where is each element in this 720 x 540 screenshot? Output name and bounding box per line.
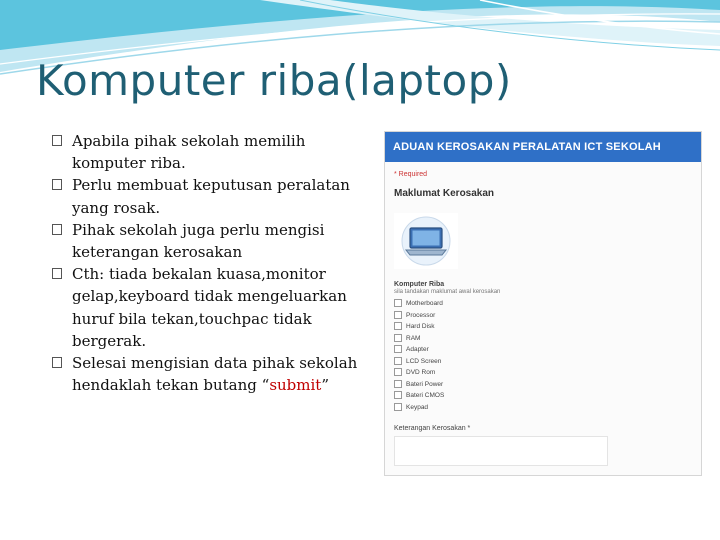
bullet-text: Cth: tiada bekalan kuasa,monitor gelap,keyboard tidak mengeluarkan huruf bila tekan,touchpac tidak bergerak. bbox=[72, 265, 347, 350]
bullet-text: Pihak sekolah juga perlu mengisi keterangan kerosakan bbox=[72, 220, 325, 262]
field-help: sila tandakan maklumat awal kerosakan bbox=[394, 289, 501, 295]
bullet-item bbox=[52, 174, 370, 218]
bullet-text-end: ” bbox=[321, 376, 329, 395]
bullet-item bbox=[52, 263, 370, 352]
checkbox-label: Bateri Power bbox=[406, 380, 444, 388]
textarea-label: Keterangan Kerosakan * bbox=[394, 425, 471, 432]
submit-keyword: submit bbox=[269, 376, 322, 395]
bullet-text: Apabila pihak sekolah memilih komputer riba. bbox=[72, 132, 306, 173]
checkbox-option[interactable] bbox=[394, 333, 692, 345]
checkbox-option[interactable] bbox=[394, 402, 692, 414]
checkbox-label: RAM bbox=[406, 334, 421, 342]
fault-checklist bbox=[394, 298, 692, 413]
checkbox-label: DVD Rom bbox=[406, 369, 436, 376]
checkbox-option[interactable] bbox=[394, 344, 692, 356]
laptop-image bbox=[394, 213, 458, 269]
laptop-icon bbox=[396, 215, 456, 267]
checkbox-label: Processor bbox=[406, 311, 436, 319]
checkbox-option[interactable] bbox=[394, 356, 692, 368]
checkbox[interactable] bbox=[394, 368, 402, 376]
kerosakan-textarea[interactable] bbox=[394, 436, 608, 466]
checkbox-option[interactable] bbox=[394, 321, 692, 333]
form-screenshot bbox=[384, 131, 702, 476]
bullet-text: Selesai mengisian data pihak sekolah hendaklah tekan butang “ bbox=[72, 354, 358, 395]
bullet-box-icon bbox=[52, 135, 62, 146]
bullet-box-icon bbox=[52, 357, 62, 368]
slide-title: Komputer riba(laptop) bbox=[36, 56, 512, 105]
checkbox-label: Motherboard bbox=[406, 300, 443, 307]
checkbox-option[interactable] bbox=[394, 390, 692, 402]
form-header: ADUAN KEROSAKAN PERALATAN ICT SEKOLAH bbox=[385, 132, 701, 162]
checkbox[interactable] bbox=[394, 357, 402, 365]
checkbox-label: LCD Screen bbox=[406, 357, 442, 365]
checkbox-label: Bateri CMOS bbox=[406, 392, 445, 399]
bullet-box-icon bbox=[52, 224, 62, 235]
bullet-text: Perlu membuat keputusan peralatan yang rosak. bbox=[72, 176, 350, 217]
checkbox[interactable] bbox=[394, 299, 402, 307]
checkbox-option[interactable] bbox=[394, 367, 692, 379]
bullet-item bbox=[52, 219, 370, 263]
bullet-list bbox=[52, 130, 370, 396]
bullet-box-icon bbox=[52, 268, 62, 279]
checkbox[interactable] bbox=[394, 345, 402, 353]
checkbox-option[interactable] bbox=[394, 379, 692, 391]
required-note: * Required bbox=[394, 171, 428, 178]
bullet-item bbox=[52, 352, 370, 396]
checkbox[interactable] bbox=[394, 391, 402, 399]
checkbox[interactable] bbox=[394, 380, 402, 388]
form-body bbox=[385, 162, 701, 466]
checkbox-option[interactable] bbox=[394, 310, 692, 322]
section-title: Maklumat Kerosakan bbox=[394, 188, 495, 199]
checkbox[interactable] bbox=[394, 334, 402, 342]
field-label: Komputer Riba bbox=[394, 281, 445, 288]
checkbox[interactable] bbox=[394, 322, 402, 330]
checkbox-label: Hard Disk bbox=[406, 323, 435, 330]
checkbox[interactable] bbox=[394, 403, 402, 411]
checkbox[interactable] bbox=[394, 311, 402, 319]
checkbox-label: Adapter bbox=[406, 346, 429, 353]
bullet-box-icon bbox=[52, 179, 62, 190]
checkbox-option[interactable] bbox=[394, 298, 692, 310]
bullet-item bbox=[52, 130, 370, 174]
checkbox-label: Keypad bbox=[406, 403, 429, 411]
